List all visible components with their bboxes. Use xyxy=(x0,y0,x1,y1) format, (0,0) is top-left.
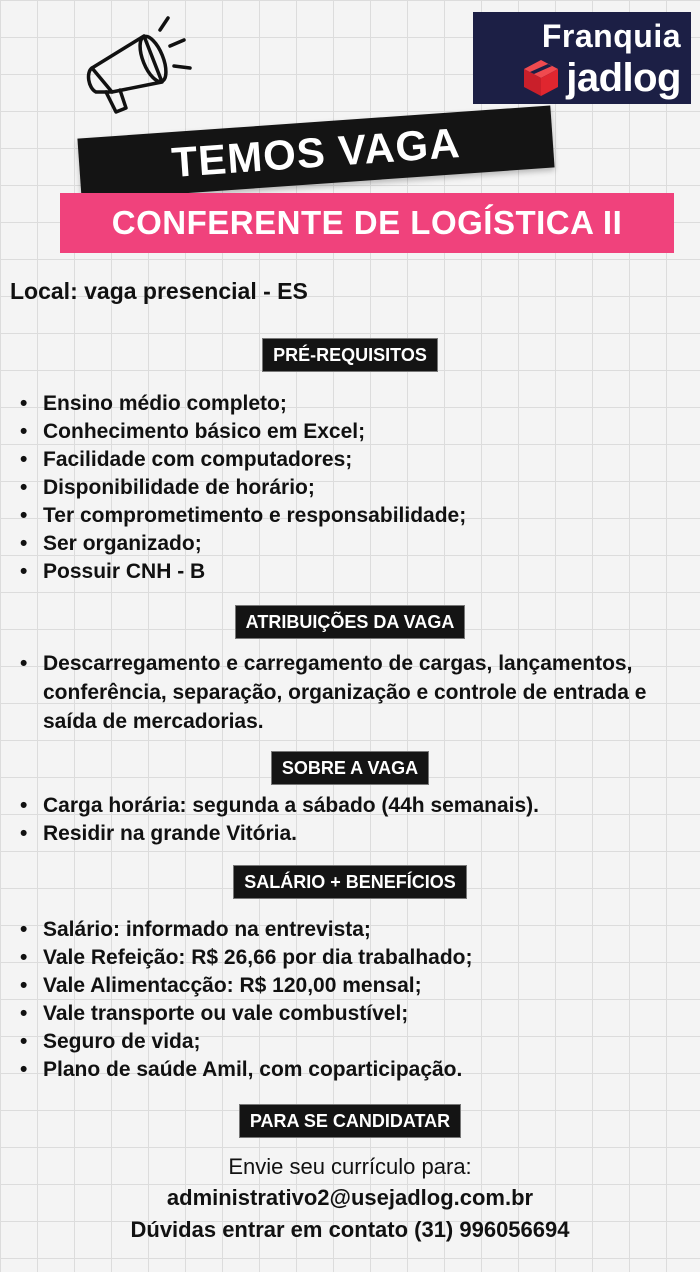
section-label: PRÉ-REQUISITOS xyxy=(262,338,438,372)
prerequisites-list xyxy=(18,390,466,586)
list-item: • Ser organizado; xyxy=(18,530,466,558)
headline-title: TEMOS VAGA xyxy=(170,118,462,187)
brand-logo xyxy=(473,12,691,104)
brand-row xyxy=(483,56,681,100)
megaphone-icon xyxy=(82,12,197,120)
job-title-banner xyxy=(60,193,674,253)
apply-email[interactable]: administrativo2@usejadlog.com.br xyxy=(166,1185,534,1210)
brand-franchise-label: Franquia xyxy=(541,18,681,54)
list-item: • Possuir CNH - B xyxy=(18,558,466,586)
benefits-list xyxy=(18,916,473,1084)
list-item: • Ensino médio completo; xyxy=(18,390,466,418)
list-item: • Ter comprometimento e responsabilidade; xyxy=(18,502,466,530)
list-item: • Conhecimento básico em Excel; xyxy=(18,418,466,446)
about-list xyxy=(18,792,539,848)
list-item: • Residir na grande Vitória. xyxy=(18,820,539,848)
list-item: • Vale transporte ou vale combustível; xyxy=(18,1000,473,1028)
job-title: CONFERENTE DE LOGÍSTICA II xyxy=(111,204,623,241)
jadlog-cube-icon xyxy=(522,58,560,98)
job-location: Local: vaga presencial - ES xyxy=(10,278,308,304)
list-item: • Vale Alimentacção: R$ 120,00 mensal; xyxy=(18,972,473,1000)
list-item: • Disponibilidade de horário; xyxy=(18,474,466,502)
section-label: SOBRE A VAGA xyxy=(271,751,429,785)
list-item: • Salário: informado na entrevista; xyxy=(18,916,473,944)
section-duties xyxy=(0,605,700,639)
section-label: SALÁRIO + BENEFÍCIOS xyxy=(233,865,467,899)
apply-contact: Dúvidas entrar em contato (31) 996056694 xyxy=(130,1217,570,1242)
section-benefits xyxy=(0,865,700,899)
section-label: PARA SE CANDIDATAR xyxy=(239,1104,461,1138)
list-item: • Descarregamento e carregamento de cargas, lançamentos, conferência, separação, organização e controle de entrada e saída de mercadorias. xyxy=(18,649,658,736)
list-item: • Seguro de vida; xyxy=(18,1028,473,1056)
list-item: • Carga horária: segunda a sábado (44h semanais). xyxy=(18,792,539,820)
apply-info xyxy=(0,1152,700,1246)
brand-name: jadlog xyxy=(566,56,681,100)
apply-instruction: Envie seu currículo para: xyxy=(228,1154,472,1179)
list-item: • Vale Refeição: R$ 26,66 por dia trabalhado; xyxy=(18,944,473,972)
list-item: • Facilidade com computadores; xyxy=(18,446,466,474)
section-prerequisites xyxy=(0,338,700,372)
duties-list xyxy=(18,649,658,736)
list-item: • Plano de saúde Amil, com coparticipação. xyxy=(18,1056,473,1084)
section-about xyxy=(0,751,700,785)
section-apply xyxy=(0,1104,700,1138)
section-label: ATRIBUIÇÕES DA VAGA xyxy=(235,605,466,639)
